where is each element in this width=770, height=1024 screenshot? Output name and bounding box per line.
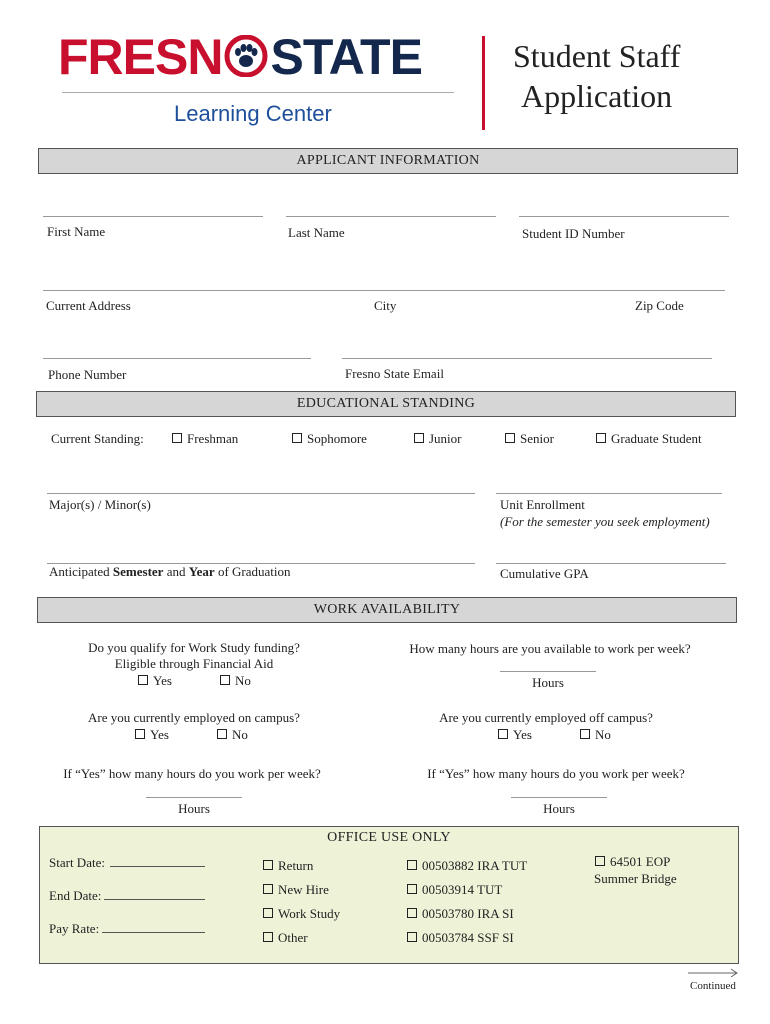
off-campus-hours-field[interactable] — [511, 797, 607, 798]
checkbox-icon[interactable] — [505, 433, 515, 443]
address-field[interactable] — [43, 290, 725, 291]
checkbox-icon[interactable] — [596, 433, 606, 443]
office-eop-subtext: Summer Bridge — [594, 871, 677, 886]
logo-wordmark — [58, 29, 422, 85]
option-label: 00503784 SSF SI — [422, 930, 514, 945]
checkbox-icon[interactable] — [263, 860, 273, 870]
checkbox-icon[interactable] — [595, 856, 605, 866]
section-work-availability: WORK AVAILABILITY — [37, 597, 737, 623]
work-study-yes-option[interactable] — [138, 673, 172, 689]
student-id-label: Student ID Number — [522, 226, 625, 241]
option-label: No — [232, 727, 248, 742]
current-standing-label: Current Standing: — [51, 431, 144, 446]
option-label: Graduate Student — [611, 431, 702, 446]
standing-graduate-option[interactable] — [596, 431, 702, 447]
option-label: Senior — [520, 431, 554, 446]
section-applicant-information: APPLICANT INFORMATION — [38, 148, 738, 174]
checkbox-icon[interactable] — [580, 729, 590, 739]
option-label: Other — [278, 930, 308, 945]
checkbox-icon[interactable] — [414, 433, 424, 443]
paw-icon — [223, 35, 269, 77]
student-id-field[interactable] — [519, 216, 729, 217]
checkbox-icon[interactable] — [407, 860, 417, 870]
office-new-hire-option[interactable] — [263, 882, 329, 898]
checkbox-icon[interactable] — [263, 908, 273, 918]
work-study-question: Do you qualify for Work Study funding? — [88, 640, 300, 655]
option-label: 00503882 IRA TUT — [422, 858, 528, 873]
email-field[interactable] — [342, 358, 712, 359]
graduation-label-semester: Semester — [112, 564, 164, 579]
pay-rate-label: Pay Rate: — [49, 921, 100, 936]
end-date-label: End Date: — [49, 888, 102, 903]
office-use-box — [39, 826, 739, 964]
option-label: Work Study — [278, 906, 341, 921]
on-campus-hours-label: Hours — [178, 801, 210, 816]
logo-fresno-text: FRESN — [58, 29, 223, 85]
option-label: No — [595, 727, 611, 742]
checkbox-icon[interactable] — [407, 884, 417, 894]
start-date-field[interactable] — [110, 866, 205, 867]
unit-enrollment-label: Unit Enrollment — [500, 497, 585, 512]
pay-rate-field[interactable] — [102, 932, 205, 933]
off-campus-hours-question: If “Yes” how many hours do you work per week? — [427, 766, 685, 781]
option-label: 64501 EOP — [610, 854, 671, 869]
page-title-line1: Student Staff — [513, 38, 681, 74]
logo-state-text: STATE — [270, 29, 422, 85]
option-label: Yes — [150, 727, 169, 742]
unit-enrollment-field[interactable] — [496, 493, 722, 494]
email-label: Fresno State Email — [345, 366, 444, 381]
standing-senior-option[interactable] — [505, 431, 554, 447]
office-tut-option[interactable] — [407, 882, 502, 898]
off-campus-question: Are you currently employed off campus? — [439, 710, 653, 725]
hours-available-field[interactable] — [500, 671, 596, 672]
graduation-label — [49, 564, 291, 580]
gpa-field[interactable] — [496, 563, 726, 564]
option-label: Freshman — [187, 431, 239, 446]
section-office-use-only: OFFICE USE ONLY — [327, 830, 451, 845]
unit-enrollment-note: (For the semester you seek employment) — [500, 514, 710, 529]
end-date-field[interactable] — [104, 899, 205, 900]
graduation-label-pre: Anticipated — [49, 564, 113, 579]
option-label: Return — [278, 858, 314, 873]
logo-divider — [62, 92, 454, 93]
checkbox-icon[interactable] — [263, 932, 273, 942]
office-eop-option[interactable] — [595, 854, 670, 870]
on-campus-hours-question: If “Yes” how many hours do you work per week? — [63, 766, 321, 781]
office-ssf-si-option[interactable] — [407, 930, 514, 946]
hours-available-question: How many hours are you available to work per week? — [409, 641, 691, 656]
checkbox-icon[interactable] — [172, 433, 182, 443]
office-other-option[interactable] — [263, 930, 308, 946]
continued-label: Continued — [690, 980, 736, 992]
majors-label: Major(s) / Minor(s) — [49, 497, 151, 512]
phone-number-label: Phone Number — [48, 367, 127, 382]
on-campus-no-option[interactable] — [217, 727, 248, 743]
standing-junior-option[interactable] — [414, 431, 462, 447]
option-label: New Hire — [278, 882, 329, 897]
city-label: City — [374, 298, 397, 313]
graduation-label-year: Year — [188, 564, 215, 579]
off-campus-yes-option[interactable] — [498, 727, 532, 743]
checkbox-icon[interactable] — [138, 675, 148, 685]
option-label: Sophomore — [307, 431, 367, 446]
checkbox-icon[interactable] — [407, 908, 417, 918]
option-label: 00503914 TUT — [422, 882, 503, 897]
graduation-label-post: of Graduation — [214, 564, 291, 579]
off-campus-hours-label: Hours — [543, 801, 575, 816]
majors-field[interactable] — [47, 493, 475, 494]
checkbox-icon[interactable] — [220, 675, 230, 685]
graduation-label-and: and — [163, 564, 189, 579]
office-ira-si-option[interactable] — [407, 906, 514, 922]
last-name-field[interactable] — [286, 216, 496, 217]
continued-arrow-icon — [688, 966, 740, 978]
checkbox-icon[interactable] — [135, 729, 145, 739]
option-label: No — [235, 673, 251, 688]
checkbox-icon[interactable] — [407, 932, 417, 942]
standing-freshman-option[interactable] — [172, 431, 238, 447]
header-vertical-rule — [482, 36, 485, 130]
checkbox-icon[interactable] — [217, 729, 227, 739]
option-label: Yes — [513, 727, 532, 742]
standing-sophomore-option[interactable] — [292, 431, 367, 447]
current-address-label: Current Address — [46, 298, 131, 313]
start-date-label: Start Date: — [49, 855, 105, 870]
work-study-no-option[interactable] — [220, 673, 251, 689]
logo-subtitle: Learning Center — [174, 101, 332, 126]
work-study-subtext: Eligible through Financial Aid — [114, 656, 274, 671]
zip-code-label: Zip Code — [635, 298, 684, 313]
office-work-study-option[interactable] — [263, 906, 340, 922]
office-return-option[interactable] — [263, 858, 313, 874]
last-name-label: Last Name — [288, 225, 345, 240]
on-campus-yes-option[interactable] — [135, 727, 169, 743]
phone-field[interactable] — [43, 358, 311, 359]
option-label: Junior — [429, 431, 462, 446]
page-title-line2: Application — [521, 78, 673, 114]
checkbox-icon[interactable] — [498, 729, 508, 739]
checkbox-icon[interactable] — [292, 433, 302, 443]
checkbox-icon[interactable] — [263, 884, 273, 894]
office-ira-tut-option[interactable] — [407, 858, 527, 874]
option-label: 00503780 IRA SI — [422, 906, 514, 921]
first-name-label: First Name — [47, 224, 106, 239]
gpa-label: Cumulative GPA — [500, 566, 589, 581]
section-educational-standing: EDUCATIONAL STANDING — [36, 391, 736, 417]
first-name-field[interactable] — [43, 216, 263, 217]
on-campus-hours-field[interactable] — [146, 797, 242, 798]
off-campus-no-option[interactable] — [580, 727, 611, 743]
hours-available-label: Hours — [532, 675, 564, 690]
option-label: Yes — [153, 673, 172, 688]
on-campus-question: Are you currently employed on campus? — [88, 710, 300, 725]
